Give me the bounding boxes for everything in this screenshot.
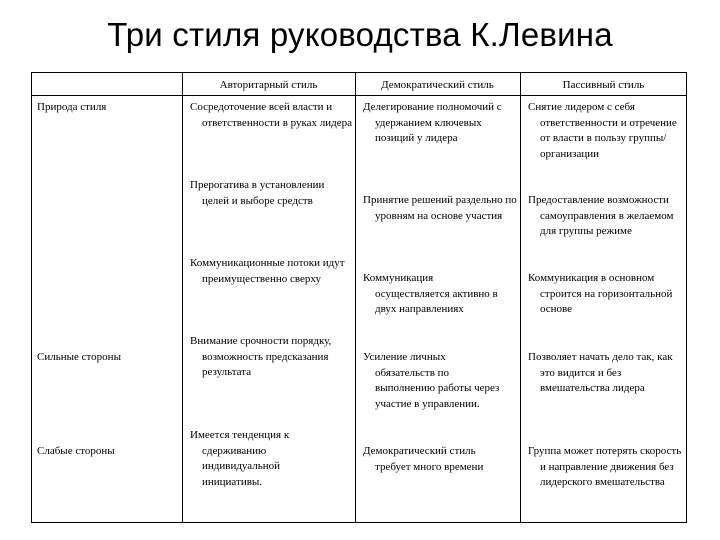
passive-p5: Группа может потерять скорость и направление движения без лидерского вмешательства bbox=[528, 445, 682, 488]
passive-p1: Снятие лидером с себя ответственности и отречение от власти в пользу группы/организации bbox=[528, 101, 677, 160]
authoritarian-p1: Сосредоточение всей власти и ответственности в руках лидера bbox=[190, 101, 353, 129]
header-passive: Пассивный стиль bbox=[562, 79, 645, 91]
column-divider bbox=[355, 73, 356, 522]
authoritarian-p5: Имеется тенденция к сдерживанию индивидуальной инициативы. bbox=[190, 429, 290, 488]
row-label-weaknesses: Слабые стороны bbox=[37, 445, 115, 457]
democratic-p4: Усиление личных обязательств по выполнению работы через участие в управлении. bbox=[363, 351, 500, 410]
democratic-p2: Принятие решений раздельно по уровням на основе участия bbox=[363, 194, 517, 222]
row-label-nature: Природа стиля bbox=[37, 101, 107, 113]
authoritarian-p2: Прерогатива в установлении целей и выборе средств bbox=[190, 179, 325, 207]
header-democratic: Демократический стиль bbox=[381, 79, 494, 91]
column-divider bbox=[182, 73, 183, 522]
passive-p4: Позволяет начать дело так, как это видится и без вмешательства лидера bbox=[528, 351, 673, 394]
column-divider bbox=[520, 73, 521, 522]
passive-p3: Коммуникация в основном строится на горизонтальной основе bbox=[528, 272, 673, 315]
democratic-p3: Коммуникация осуществляется активно в двух направлениях bbox=[363, 272, 498, 315]
row-label-strengths: Сильные стороны bbox=[37, 351, 121, 363]
authoritarian-p3: Коммуникационные потоки идут преимущественно сверху bbox=[190, 257, 345, 285]
header-authoritarian: Авторитарный стиль bbox=[219, 79, 318, 91]
header-divider bbox=[32, 95, 686, 96]
styles-table bbox=[31, 72, 687, 523]
democratic-p5: Демократический стиль требует много времени bbox=[363, 445, 484, 473]
democratic-p1: Делегирование полномочий с удержанием ключевых позиций у лидера bbox=[363, 101, 502, 144]
page-title: Три стиля руководства К.Левина bbox=[107, 16, 613, 53]
passive-p2: Предоставление возможности самоуправления в желаемом для группы режиме bbox=[528, 194, 674, 237]
authoritarian-p4: Внимание срочности порядку, возможность предсказания результата bbox=[190, 335, 332, 378]
